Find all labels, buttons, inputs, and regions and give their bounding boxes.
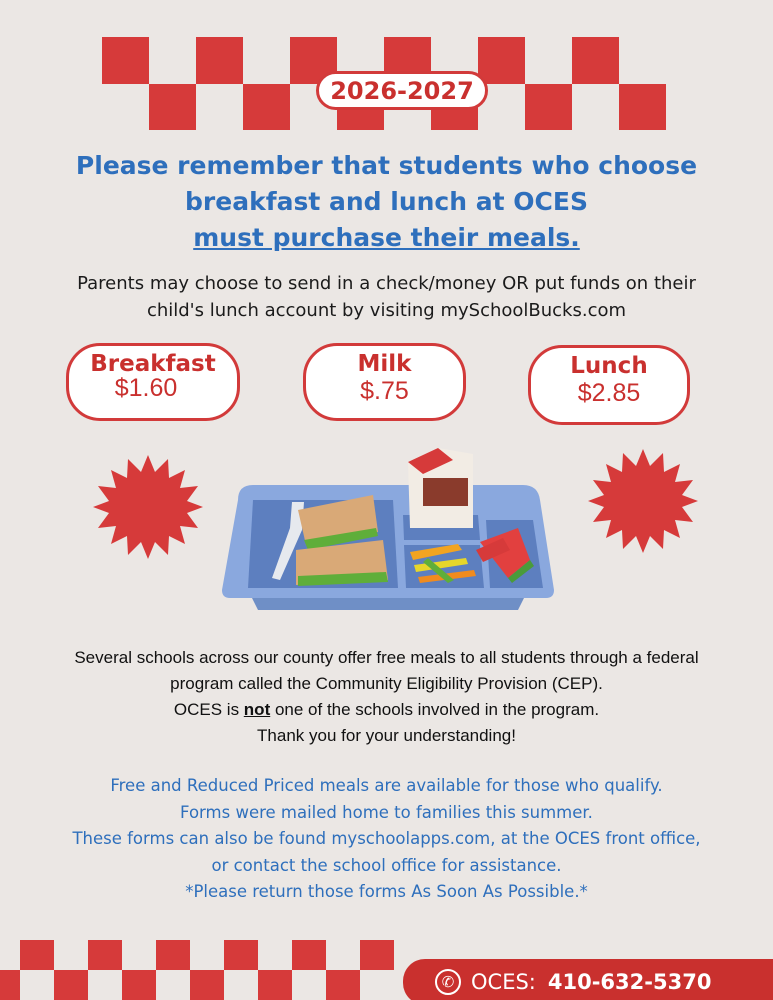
- breakfast-label: Breakfast: [90, 351, 216, 377]
- intro-line-2: child's lunch account by visiting mySchoolBucks.com: [146, 300, 627, 321]
- headline: [0, 148, 773, 256]
- lunch-tray-illustration: [218, 440, 558, 620]
- cep-line-4: Thank you for your understanding!: [257, 726, 516, 745]
- intro-text: [40, 270, 733, 324]
- frl-line-1: Free and Reduced Priced meals are available for those who qualify.: [110, 776, 663, 795]
- right-sunburst-decoration: [588, 446, 698, 556]
- milk-label: Milk: [357, 351, 412, 377]
- cep-line-3-post: one of the schools involved in the program.: [270, 700, 600, 719]
- cep-not-emphasis: not: [243, 700, 271, 719]
- cep-line-1: Several schools across our county offer free meals to all students through a federal: [74, 648, 699, 667]
- left-sunburst-decoration: [93, 452, 203, 562]
- cep-line-2: program called the Community Eligibility Provision (CEP).: [170, 674, 603, 693]
- lunch-label: Lunch: [570, 353, 648, 379]
- contact-label: OCES:: [471, 970, 536, 994]
- milk-price-box: [303, 343, 466, 421]
- top-checker-pattern: [0, 0, 773, 130]
- headline-line-1: Please remember that students who choose: [75, 151, 698, 180]
- phone-icon: ✆: [435, 969, 461, 995]
- milk-price: $.75: [360, 377, 409, 405]
- cep-line-3-pre: OCES is: [173, 700, 244, 719]
- frl-line-2: Forms were mailed home to families this summer.: [180, 802, 593, 822]
- frl-line-5: *Please return those forms As Soon As Possible.*: [185, 882, 588, 901]
- contact-phone-banner: [403, 959, 773, 1000]
- headline-line-2: breakfast and lunch at OCES: [185, 187, 588, 216]
- year-badge: 2026-2027: [316, 71, 488, 110]
- free-reduced-notice: [30, 773, 743, 906]
- frl-line-3: These forms can also be found myschoolapps.com, at the OCES front office,: [72, 829, 701, 848]
- headline-line-3: must purchase their meals.: [193, 223, 580, 252]
- breakfast-price: $1.60: [114, 374, 178, 402]
- breakfast-price-box: [66, 343, 240, 421]
- frl-line-4: or contact the school office for assistance.: [211, 855, 562, 875]
- contact-phone-number: 410-632-5370: [547, 970, 712, 994]
- cep-notice: [30, 645, 743, 749]
- cep-line-3: [30, 697, 743, 723]
- intro-line-1: Parents may choose to send in a check/money OR put funds on their: [77, 273, 696, 294]
- lunch-price: $2.85: [577, 379, 641, 407]
- lunch-price-box: [528, 345, 690, 425]
